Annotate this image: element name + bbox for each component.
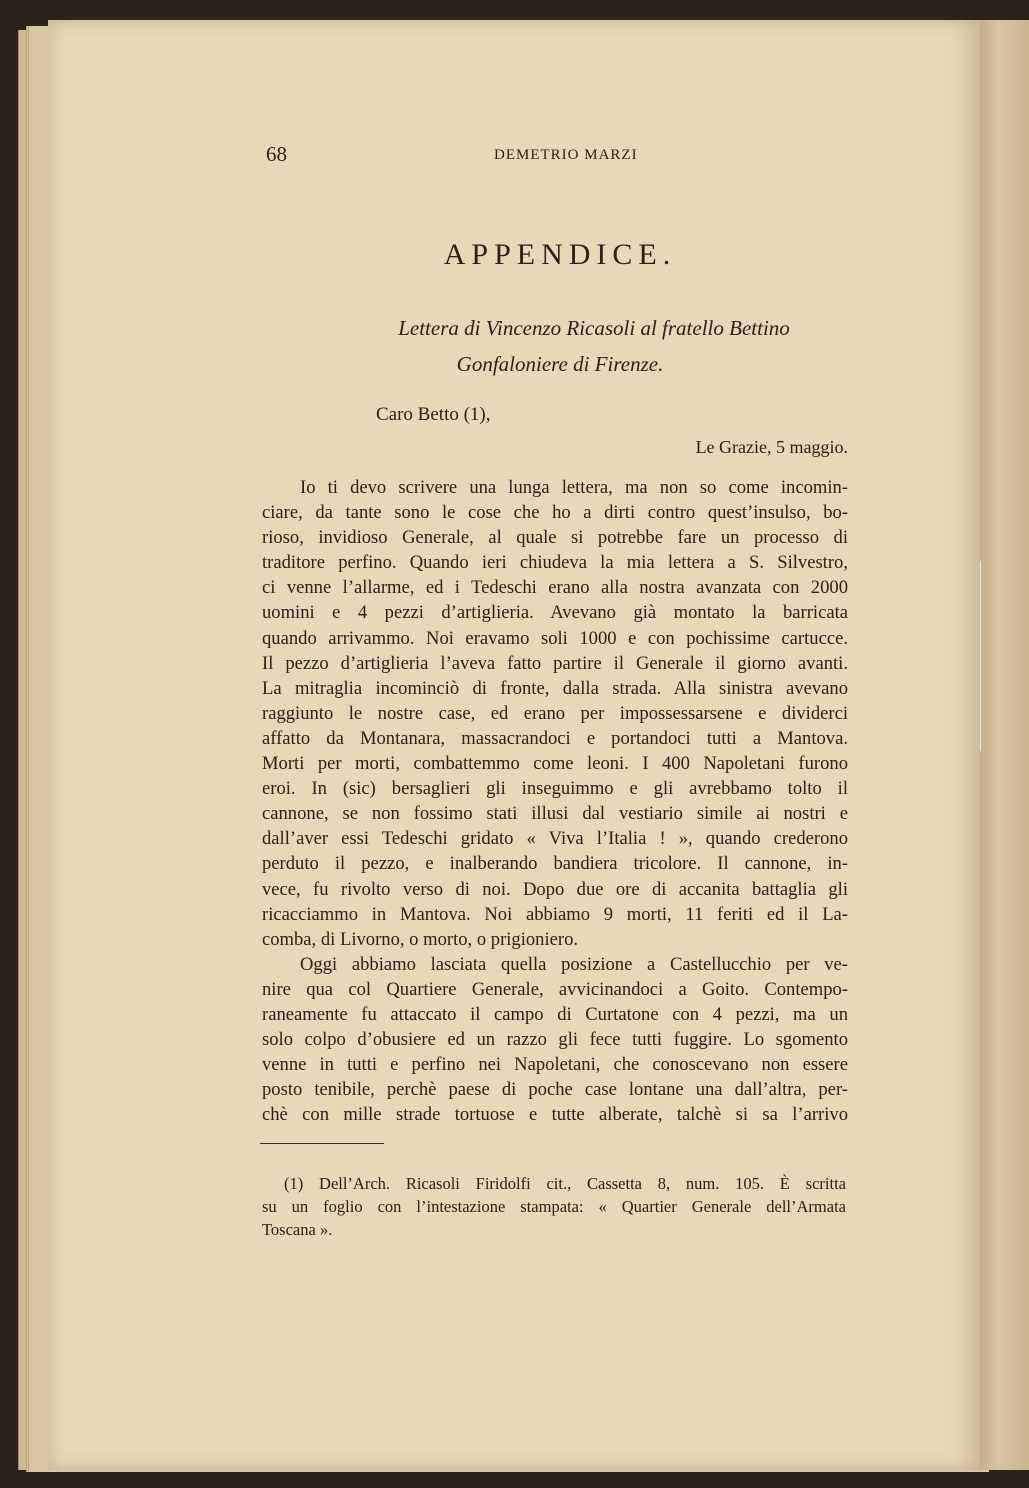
- text-line: quando arrivammo. Noi eravamo soli 1000 e con pochissime cartucce.: [262, 627, 848, 649]
- text-line: Il pezzo d’artiglieria l’aveva fatto partire il Generale il giorno avanti.: [262, 652, 848, 674]
- letter-place-date: Le Grazie, 5 maggio.: [695, 437, 848, 457]
- text-line: Morti per morti, combattemmo come leoni. I 400 Napoletani furono: [262, 753, 848, 775]
- text-line: posto tenibile, perchè paese di poche case lontane una dall’altra, per-: [262, 1079, 848, 1101]
- text-line: affatto da Montanara, massacrandoci e portandoci tutti a Mantova.: [262, 727, 848, 749]
- footnote-divider: [260, 1143, 384, 1144]
- text-line: comba, di Livorno, o morto, o prigioniero.: [262, 928, 579, 950]
- text-line: raggiunto le nostre case, ed erano per impossessarsene e dividerci: [262, 702, 848, 724]
- footnote: [262, 1172, 846, 1241]
- book-gutter: [978, 20, 1029, 1470]
- text-line: ricacciammo in Mantova. Noi abbiamo 9 morti, 11 feriti ed il La-: [262, 903, 848, 925]
- letter-salutation: Caro Betto (1),: [376, 404, 491, 425]
- text-line: traditore perfino. Quando ieri chiudeva la mia lettera a S. Silvestro,: [262, 552, 848, 574]
- text-line: Io ti devo scrivere una lunga lettera, ma non so come incomin-: [300, 477, 848, 498]
- section-title: APPENDICE.: [443, 238, 677, 271]
- subtitle-line-1: Lettera di Vincenzo Ricasoli al fratello Bettino: [398, 316, 790, 340]
- text-line: chè con mille strade tortuose e tutte alberate, talchè si sa l’arrivo: [262, 1104, 848, 1126]
- text-line: ciare, da tante sono le cose che ho a dirti contro quest’insulso, bo-: [262, 502, 848, 524]
- text-line: vece, fu rivolto verso di noi. Dopo due ore di accanita battaglia gli: [262, 878, 848, 900]
- text-line: solo colpo d’obusiere ed un razzo gli fece tutti fuggire. Lo sgomento: [262, 1029, 848, 1051]
- text-line: perduto il pezzo, e inalberando bandiera tricolore. Il cannone, in-: [262, 853, 848, 875]
- text-line: La mitraglia incominciò di fronte, dalla strada. Alla sinistra avevano: [262, 677, 848, 699]
- page-number: 68: [266, 142, 287, 166]
- text-line: eroi. In (sic) bersaglieri gli inseguimmo e gli avrebbamo tolto il: [262, 778, 848, 800]
- footnote-line: Toscana ».: [262, 1220, 333, 1239]
- text-line: venne in tutti e perfino nei Napoletani, che conoscevano non essere: [262, 1054, 848, 1076]
- text-line: ci venne l’allarme, ed i Tedeschi erano alla nostra avanzata con 2000: [262, 577, 848, 599]
- text-line: nire qua col Quartiere Generale, avvicinandoci a Goito. Contempo-: [262, 978, 848, 1000]
- footnote-line: (1) Dell’Arch. Ricasoli Firidolfi cit., Cassetta 8, num. 105. È scritta: [284, 1174, 846, 1193]
- subtitle-line-2: Gonfaloniere di Firenze.: [456, 352, 664, 376]
- text-line: raneamente fu attaccato il campo di Curtatone con 4 pezzi, ma un: [262, 1003, 848, 1025]
- letter-body: [262, 475, 848, 1127]
- running-title: DEMETRIO MARZI: [494, 147, 638, 163]
- text-line: Oggi abbiamo lasciata quella posizione a Castellucchio per ve-: [300, 953, 848, 975]
- text-line: uomini e 4 pezzi d’artiglieria. Avevano già montato la barricata: [262, 602, 848, 624]
- footnote-line: su un foglio con l’intestazione stampata: « Quartier Generale dell’Armata: [262, 1197, 846, 1216]
- text-line: rioso, invidioso Generale, al quale si potrebbe fare un processo di: [262, 527, 848, 549]
- text-line: dall’aver essi Tedeschi gridato « Viva l’Italia ! », quando crederono: [262, 828, 848, 850]
- text-line: cannone, se non fossimo stati illusi dal vestiario simile ai nostri e: [262, 803, 848, 825]
- running-header: [266, 142, 856, 172]
